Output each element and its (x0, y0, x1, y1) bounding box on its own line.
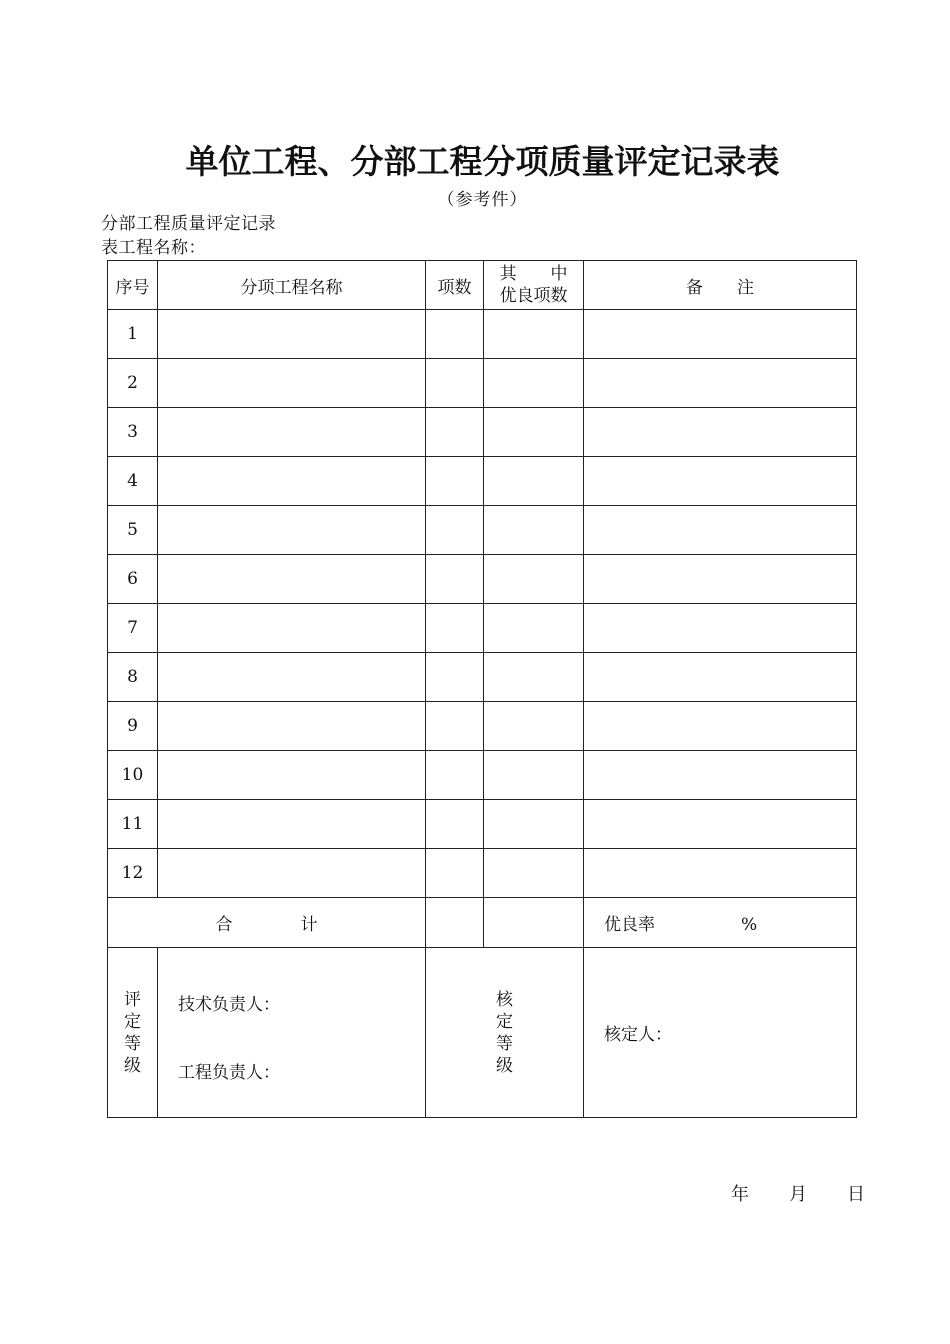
header-excellent-bottom: 优良项数 (499, 286, 568, 306)
item-name-cell[interactable] (158, 653, 426, 702)
item-name-cell[interactable] (158, 604, 426, 653)
excellent-count-cell[interactable] (484, 457, 584, 506)
count-cell[interactable] (426, 800, 484, 849)
verify-label-char: 核 (496, 989, 513, 1010)
date-line (731, 1180, 865, 1206)
count-cell[interactable] (426, 653, 484, 702)
excellence-rate-label: 优良率 (604, 915, 655, 935)
excellent-count-cell[interactable] (484, 506, 584, 555)
form-subtitle: （参考件） (437, 190, 528, 210)
item-name-cell[interactable] (158, 310, 426, 359)
verify-label-char: 级 (496, 1055, 513, 1076)
count-cell[interactable] (426, 555, 484, 604)
remark-cell[interactable] (584, 457, 857, 506)
header-seq: 序号 (108, 261, 158, 310)
remark-cell[interactable] (584, 849, 857, 898)
count-cell[interactable] (426, 751, 484, 800)
excellence-rate-unit: % (741, 915, 758, 935)
rating-label-cell (108, 948, 158, 1118)
item-name-cell[interactable] (158, 751, 426, 800)
row-number: 8 (108, 653, 158, 702)
remark-cell[interactable] (584, 604, 857, 653)
record-type-label: 分部工程质量评定记录 (101, 214, 276, 234)
remark-cell[interactable] (584, 800, 857, 849)
month-label: 月 (789, 1184, 807, 1205)
project-name-label: 表工程名称： (101, 238, 206, 258)
row-number: 11 (108, 800, 158, 849)
table-row (108, 506, 857, 555)
table-row (108, 751, 857, 800)
excellent-count-cell[interactable] (484, 849, 584, 898)
verified-grade-cell[interactable] (426, 948, 584, 1118)
item-name-cell[interactable] (158, 359, 426, 408)
remark-cell[interactable] (584, 653, 857, 702)
row-number: 5 (108, 506, 158, 555)
total-count-cell[interactable] (426, 898, 484, 948)
item-name-cell[interactable] (158, 849, 426, 898)
verify-label-char: 等 (496, 1033, 513, 1054)
excellent-count-cell[interactable] (484, 653, 584, 702)
verifier-label: 核定人： (604, 1025, 672, 1045)
remark-cell[interactable] (584, 702, 857, 751)
remark-cell[interactable] (584, 751, 857, 800)
table-row (108, 849, 857, 898)
technical-lead-label: 技术负责人： (178, 995, 280, 1015)
count-cell[interactable] (426, 457, 484, 506)
header-item-name: 分项工程名称 (158, 261, 426, 310)
excellent-count-cell[interactable] (484, 408, 584, 457)
day-label: 日 (847, 1184, 865, 1205)
remark-cell[interactable] (584, 408, 857, 457)
table-row (108, 653, 857, 702)
count-cell[interactable] (426, 604, 484, 653)
remark-cell[interactable] (584, 555, 857, 604)
total-label: 合 计 (108, 898, 426, 948)
row-number: 12 (108, 849, 158, 898)
count-cell[interactable] (426, 702, 484, 751)
remark-cell[interactable] (584, 506, 857, 555)
rating-row (108, 948, 857, 1118)
item-name-cell[interactable] (158, 800, 426, 849)
excellence-rate-cell[interactable] (584, 898, 857, 948)
remark-cell[interactable] (584, 359, 857, 408)
excellent-count-cell[interactable] (484, 702, 584, 751)
item-name-cell[interactable] (158, 408, 426, 457)
table-row (108, 310, 857, 359)
count-cell[interactable] (426, 359, 484, 408)
header-row (108, 261, 857, 310)
table-row (108, 702, 857, 751)
excellent-count-cell[interactable] (484, 800, 584, 849)
excellent-count-cell[interactable] (484, 751, 584, 800)
count-cell[interactable] (426, 408, 484, 457)
table-row (108, 555, 857, 604)
row-number: 1 (108, 310, 158, 359)
count-cell[interactable] (426, 849, 484, 898)
excellent-count-cell[interactable] (484, 604, 584, 653)
row-number: 7 (108, 604, 158, 653)
total-excellent-cell[interactable] (484, 898, 584, 948)
table-row (108, 604, 857, 653)
item-name-cell[interactable] (158, 555, 426, 604)
header-excellent-count (484, 261, 584, 310)
item-name-cell[interactable] (158, 457, 426, 506)
count-cell[interactable] (426, 310, 484, 359)
table-row (108, 457, 857, 506)
rating-label-char: 级 (124, 1055, 141, 1076)
header-count: 项数 (426, 261, 484, 310)
year-label: 年 (731, 1184, 749, 1205)
table-row (108, 408, 857, 457)
header-excellent-top: 其 中 (499, 264, 568, 284)
header-remark: 备 注 (584, 261, 857, 310)
item-name-cell[interactable] (158, 506, 426, 555)
row-number: 3 (108, 408, 158, 457)
excellent-count-cell[interactable] (484, 359, 584, 408)
row-number: 10 (108, 751, 158, 800)
quality-assessment-table (107, 260, 857, 1118)
remark-cell[interactable] (584, 310, 857, 359)
count-cell[interactable] (426, 506, 484, 555)
row-number: 2 (108, 359, 158, 408)
table-row (108, 359, 857, 408)
table-row (108, 800, 857, 849)
rating-label-char: 评 (124, 989, 141, 1010)
verifier-cell[interactable] (584, 948, 857, 1118)
item-name-cell[interactable] (158, 702, 426, 751)
form-title: 单位工程、分部工程分项质量评定记录表 (185, 142, 780, 181)
responsible-persons-cell[interactable] (158, 948, 426, 1118)
rating-label-char: 等 (124, 1033, 141, 1054)
excellent-count-cell[interactable] (484, 555, 584, 604)
engineering-lead-label: 工程负责人： (178, 1063, 280, 1083)
summary-row (108, 898, 857, 948)
verify-label-char: 定 (496, 1011, 513, 1032)
row-number: 4 (108, 457, 158, 506)
row-number: 9 (108, 702, 158, 751)
excellent-count-cell[interactable] (484, 310, 584, 359)
row-number: 6 (108, 555, 158, 604)
rating-label-char: 定 (124, 1011, 141, 1032)
